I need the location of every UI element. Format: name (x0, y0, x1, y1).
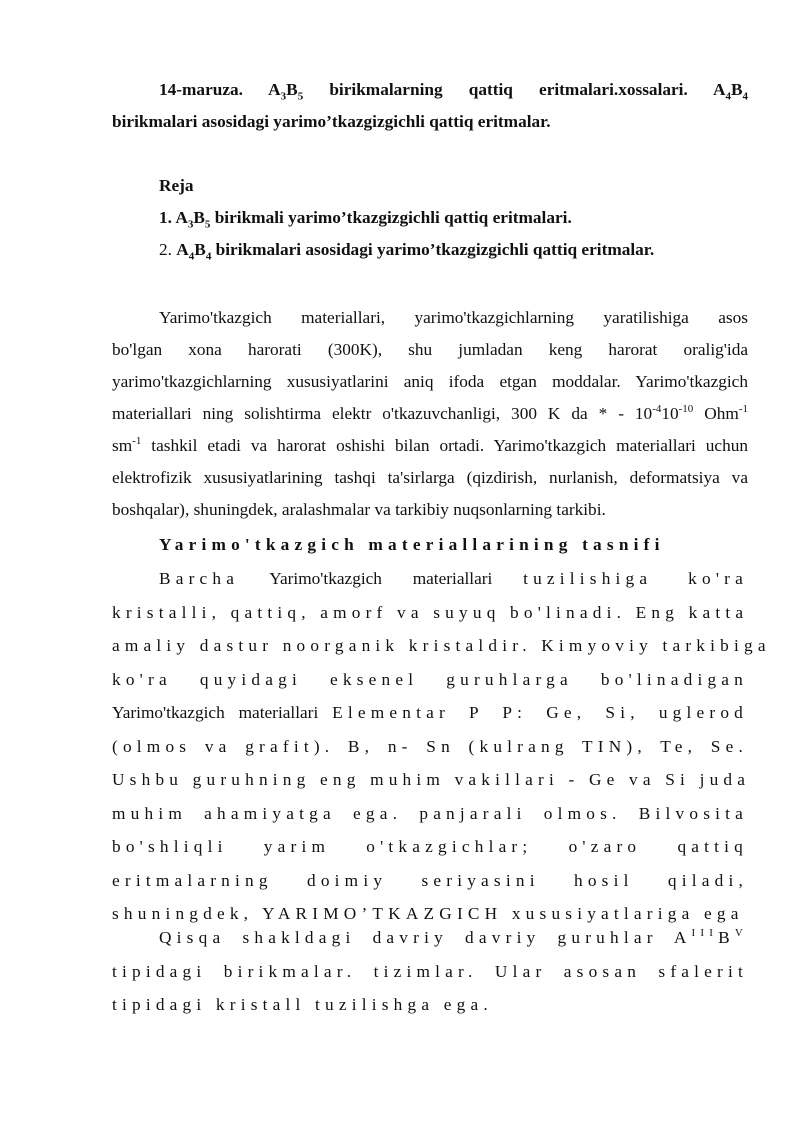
title-line-1: 14-maruza. $A_3B_5$ birikmalarning qattiq eritmalari.xossalari. $A_4B_4$ (159, 80, 748, 103)
paragraph-line: Yarimo'tkazgich materiallari Elementar P P: Ge, Si, uglerod (112, 703, 749, 722)
classification-paragraph (112, 562, 771, 931)
section-heading-text: Yarimo'tkazgich materiallarining tasnifi (159, 535, 665, 554)
paragraph-line: muhim ahamiyatga ega. panjarali olmos. Bilvosita (112, 803, 748, 823)
paragraph-line: shuningdek, YARIMO’TKAZGICH xususiyatlariga ega (112, 904, 744, 923)
paragraph-line: $sm^{-1}$ tashkil etadi va harorat oshishi bilan ortadi. Yarimo'tkazgich materiallari uchun (112, 435, 748, 455)
paragraph-line: boshqalar), shuningdek, aralashmalar va tarkibiy nuqsonlarning tarkibi. (112, 500, 606, 519)
plan-item-1: 1. $A_3B_5$ birikmali yarimo’tkazgizgichli qattiq eritmalari. (159, 208, 572, 231)
plan-item-2: 2. $A_4B_4$ birikmalari asosidagi yarimo’tkazgizgichli qattiq eritmalar. (159, 240, 655, 263)
paragraph-line: kristalli, qattiq, amorf va suyuq bo'linadi. Eng katta (112, 602, 749, 622)
paragraph-line: bo'shliqli yarim o'tkazgichlar; o'zaro qattiq (112, 837, 748, 856)
paragraph-line: yarimo'tkazgichlarning xususiyatlarini aniq ifoda etgan moddalar. Yarimo'tkazgich (112, 372, 748, 391)
paragraph-line: amaliy dastur noorganik kristaldir. Kimyoviy tarkibiga (112, 636, 771, 655)
paragraph-line: eritmalarning doimiy seriyasini hosil qiladi, (112, 870, 748, 890)
title-line-2: birikmalari asosidagi yarimo’tkazgizgichli qattiq eritmalar. (112, 112, 551, 131)
paragraph-line: elektrofizik xususiyatlarining tashqi ta'sirlarga (qizdirish, nurlanish, deformatsiya va (112, 468, 748, 487)
plan-heading: Reja (159, 176, 194, 195)
paragraph-line: Barcha Yarimo'tkazgich materiallari tuzilishiga ko'ra (159, 569, 748, 588)
paragraph-line: (olmos va grafit). B, n- Sn (kulrang TIN), Te, Se. (112, 736, 748, 756)
paragraph-line: materiallari ning solishtirma elektr o'tkazuvchanligi, 300 K da * - $10^{-4}10^{-10}$ Ohm$^{-1}$ (112, 403, 748, 423)
paragraph-line: bo'lgan xona harorati (300K), shu jumladan keng harorat oralig'ida (112, 340, 748, 359)
paragraph-line: tipidagi kristall tuzilishga ega. (112, 995, 493, 1014)
compounds-paragraph (112, 921, 748, 1022)
paragraph-line: Qisqa shakldagi davriy davriy guruhlar $A^{III}B^V$ (159, 927, 748, 947)
section-heading (112, 529, 748, 561)
paragraph-line: ko'ra quyidagi eksenel guruhlarga bo'linadigan (112, 669, 748, 689)
document-title (112, 74, 748, 138)
plan-section (112, 170, 748, 266)
intro-paragraph (112, 302, 748, 526)
paragraph-line: tipidagi birikmalar. tizimlar. Ular asosan sfalerit (112, 961, 748, 981)
paragraph-line: Ushbu guruhning eng muhim vakillari - Ge va Si juda (112, 770, 751, 789)
paragraph-line: Yarimo'tkazgich materiallari, yarimo'tkazgichlarning yaratilishiga asos (159, 308, 748, 327)
